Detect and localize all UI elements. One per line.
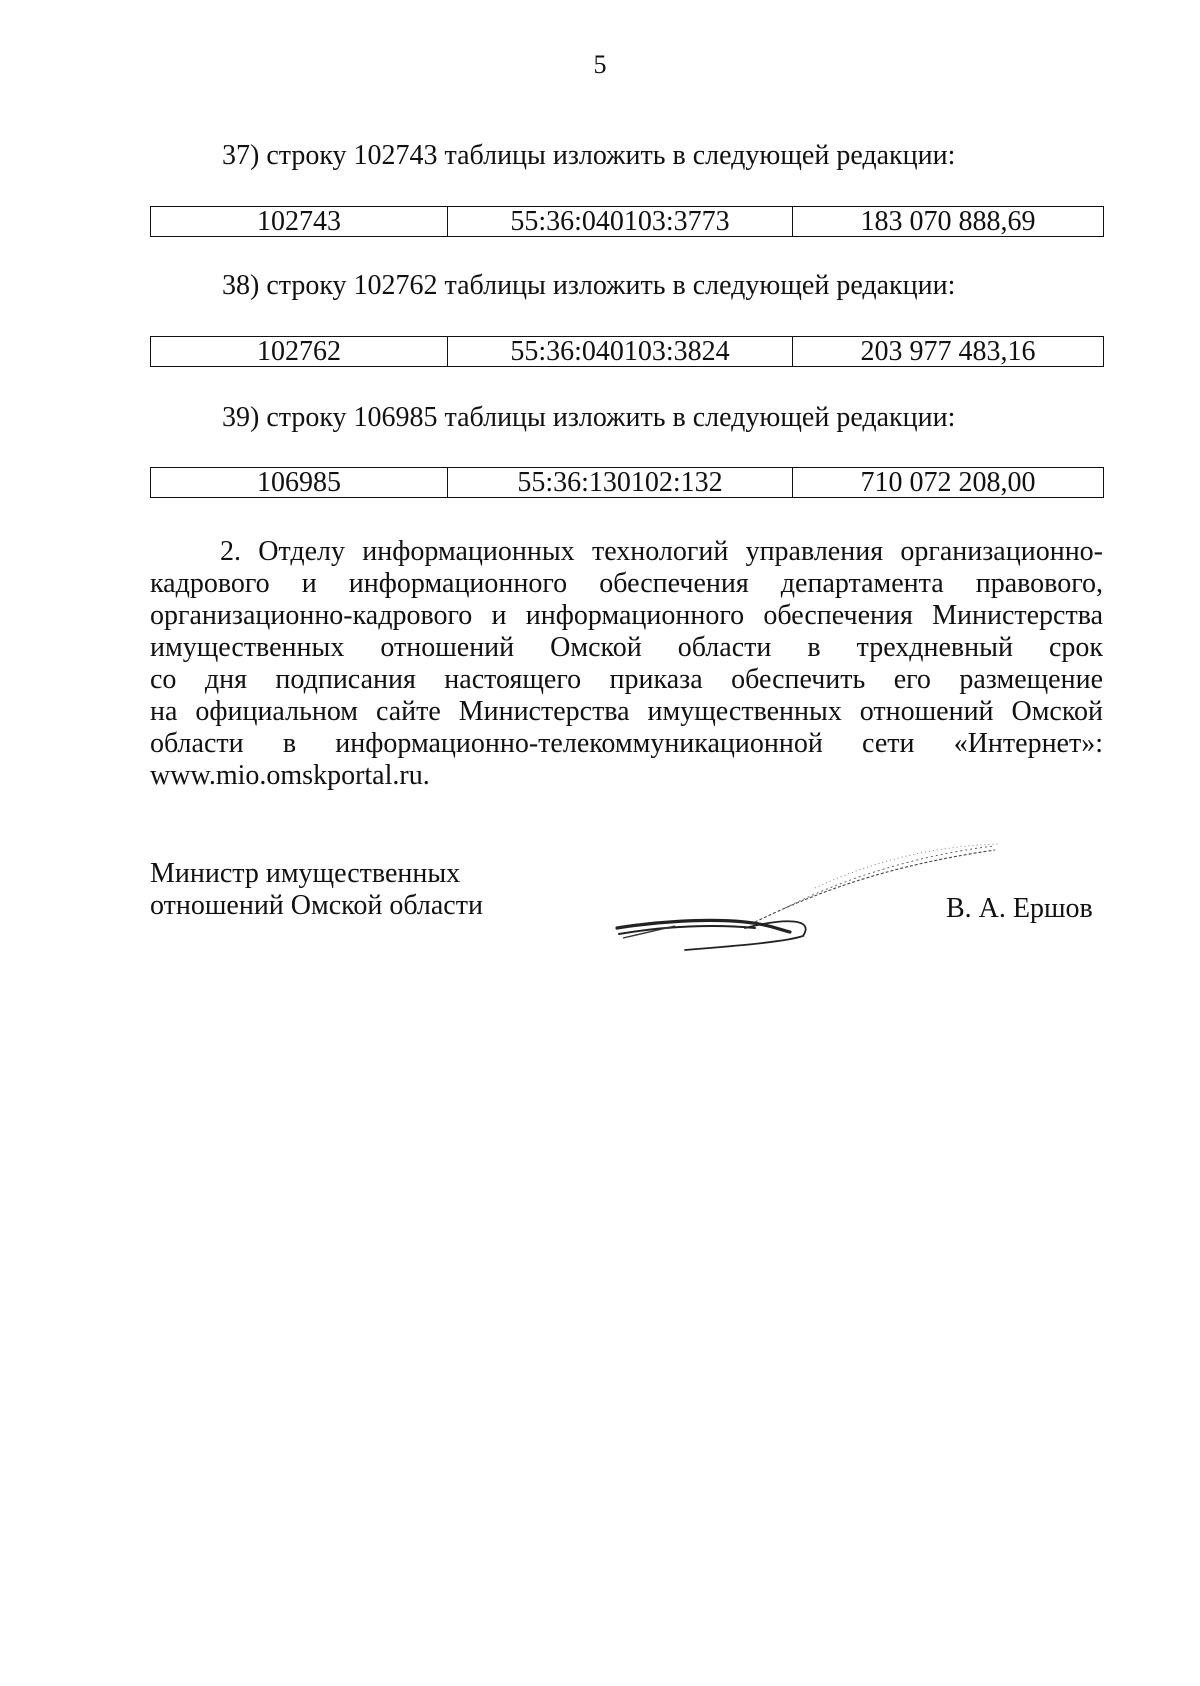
table-row <box>151 337 1104 367</box>
table-cell-cadastral: 55:36:130102:132 <box>448 468 793 498</box>
paragraph-line: имущественных отношений Омской области в трехдневный срок <box>150 632 1103 663</box>
item-heading-38: 38) строку 102762 таблицы изложить в следующей редакции: <box>222 270 956 301</box>
paragraph-line: организационно-кадрового и информационного обеспечения Министерства <box>150 600 1103 631</box>
table-cell-value: 183 070 888,69 <box>793 207 1104 237</box>
paragraph-line: кадрового и информационного обеспечения департамента правового, <box>150 568 1103 599</box>
paragraph-line: области в информационно-телекоммуникационной сети «Интернет»: <box>150 728 1103 759</box>
table-cell-cadastral: 55:36:040103:3824 <box>448 337 793 367</box>
table-cell-number: 102762 <box>257 335 341 367</box>
table-cell-value: 203 977 483,16 <box>793 337 1104 367</box>
row-table-37 <box>150 206 1104 237</box>
table-row <box>151 468 1104 498</box>
paragraph-line: со дня подписания настоящего приказа обеспечить его размещение <box>150 664 1103 695</box>
table-row <box>151 207 1104 237</box>
item-heading-39: 39) строку 106985 таблицы изложить в следующей редакции: <box>222 402 956 433</box>
item-heading-37: 37) строку 102743 таблицы изложить в следующей редакции: <box>222 140 956 171</box>
row-table-39 <box>150 467 1104 498</box>
signer-title-line: Министр имущественных <box>150 858 461 889</box>
page-number: 5 <box>593 50 607 79</box>
signer-name: В. А. Ершов <box>946 893 1093 924</box>
table-cell-number: 106985 <box>257 466 341 498</box>
table-cell-value: 710 072 208,00 <box>793 468 1104 498</box>
paragraph-line: www.mio.omskportal.ru. <box>150 760 430 791</box>
paragraph-line: 2. Отделу информационных технологий управления организационно- <box>220 536 1103 567</box>
paragraph-2 <box>150 536 1103 792</box>
table-cell-cadastral: 55:36:040103:3773 <box>448 207 793 237</box>
paragraph-line: на официальном сайте Министерства имущественных отношений Омской <box>150 696 1103 727</box>
table-cell-number: 102743 <box>257 205 341 237</box>
signer-title <box>150 858 483 922</box>
signer-title-line: отношений Омской области <box>150 890 483 921</box>
row-table-38 <box>150 336 1104 367</box>
